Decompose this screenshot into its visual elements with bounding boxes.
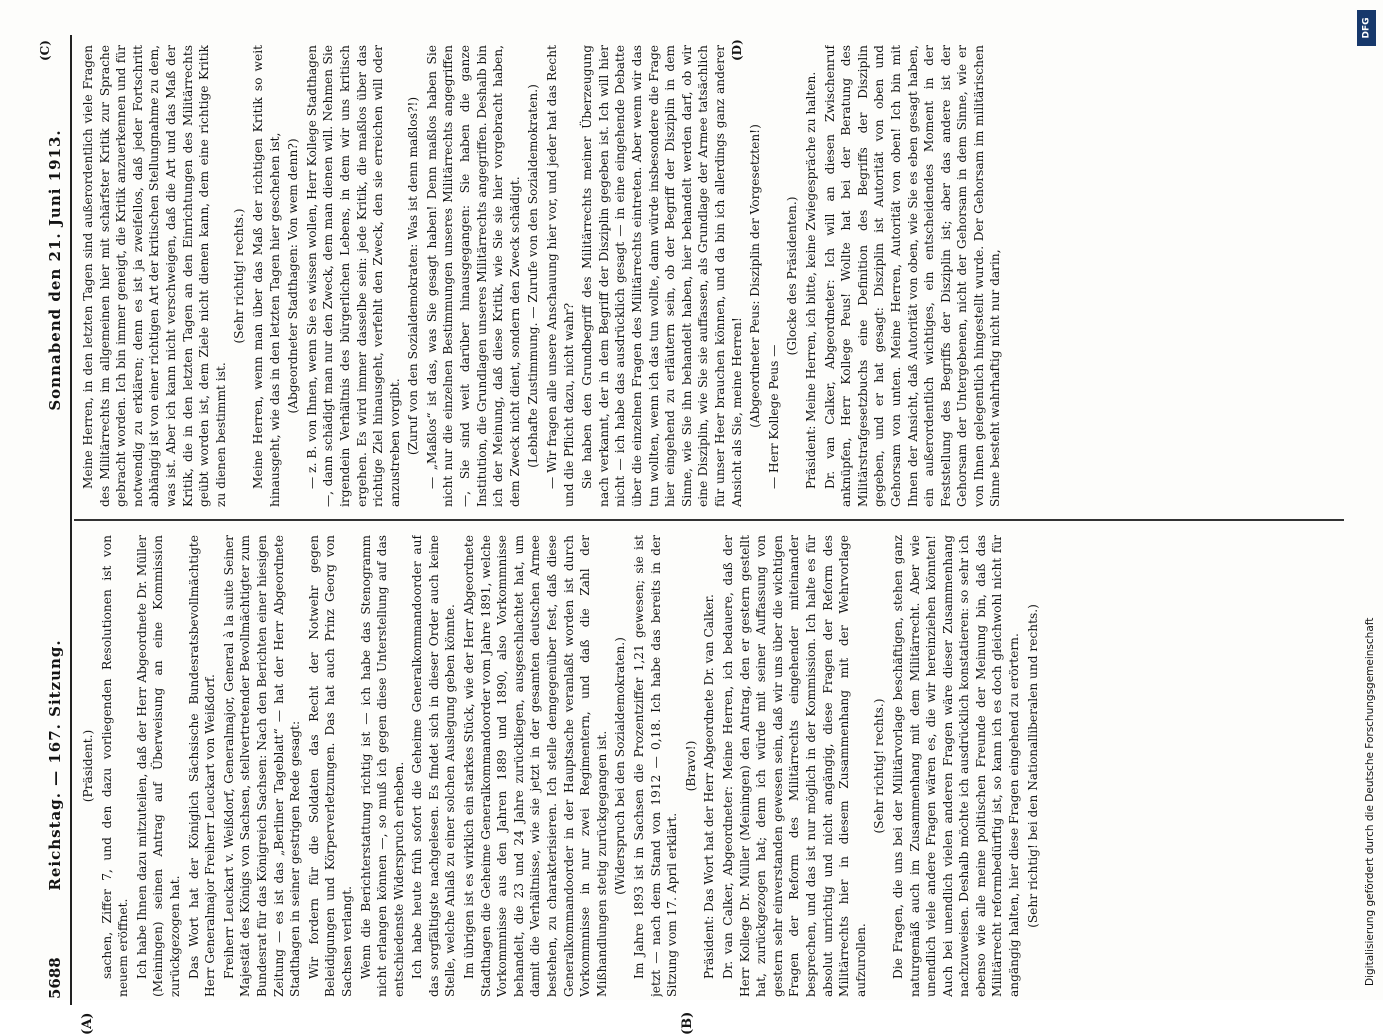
paragraph: (Präsident.) (81, 729, 95, 803)
paragraph: Freiherr Leuckart v. Weißdorf, Generalmajor, General à la suite Seiner Majestät des Königs von Sachsen, stellvertretender Bevollmächtigter zum Bundesrat für das Königreich Sachsen: Nach den Berichten einer hiesigen Zeitung — es ist das „Berliner Tageblatt“ — hat der Herr Abgeordnete Stadthagen in seiner gestrigen Rede gesagt: (221, 535, 303, 997)
left-column (80, 535, 1340, 997)
paragraph: Die Fragen, die uns bei der Militärvorlage beschäftigen, stehen ganz naturgemäß auch im Zusammenhang mit dem Militärrecht. Aber wie unendlich viele andere Fragen wären es, die wir hereinziehen könnten! Auch bei unendlich vielen anderen Fragen wäre dieser Zusammenhang nachzuweisen. Deshalb möchte ich ausdrücklich konstatieren: so sehr ich ebenso wie alle meine politischen Freunde der Meinung bin, daß das Militärrecht reformbedürftig ist, so kann ich es doch gleichwohl nicht für angängig halten, hier diese Fragen eingehend zu erörtern. (890, 535, 1022, 997)
paragraph: (Sehr richtig! rechts.) (232, 208, 247, 344)
paragraph: Präsident: Meine Herren, ich bitte, keine Zwiegespräche zu halten. (803, 71, 818, 489)
paragraph: Meine Herren, wenn man über das Maß der richtigen Kritik so weit hinausgeht, wie das in den letzten Tagen hier geschehen ist, (250, 45, 282, 507)
session-title: Reichstag. — 167. Sitzung. (46, 639, 64, 891)
paragraph: Wir fordern für die Soldaten das Recht der Notwehr gegen Beleidigungen und Körperverletzungen. Das hat auch Prinz Georg von Sachsen verlangt. (306, 535, 354, 997)
paragraph: (Widerspruch bei den Sozialdemokraten.) (613, 637, 628, 895)
paragraph: Präsident: Das Wort hat der Herr Abgeordnete Dr. van Calker. (702, 594, 717, 979)
paragraph: Das Wort hat der Königlich Sächsische Bundesratsbevollmächtigte Herr Generalmajor Freiherr Leuckart von Weißdorf. (186, 535, 218, 997)
paragraph: Ich habe Ihnen dazu mitzuteilen, daß der Herr Abgeordnete Dr. Müller (Meiningen) seinen Antrag auf Überweisung an eine Kommission zurückgezogen hat. (134, 535, 182, 997)
paragraph: (Sehr richtig! bei den Nationalliberalen und rechts.) (1025, 604, 1040, 928)
dfg-logo: DFG (1357, 10, 1376, 46)
margin-marker-b: (B) (680, 1011, 695, 1035)
paragraph: (Abgeordneter Stadthagen: Von wem denn?) (286, 138, 301, 414)
paragraph: Meine Herren, in den letzten Tagen sind außerordentlich viele Fragen des Militärrechts im allgemeinen hier mit schärfster Kritik zur Sprache gebracht worden. Ich bin immer geneigt, die Kritik anzuerkennen und für notwendig zu erklären; denn es ist ja zweifellos, daß jeder Fortschritt abhängig ist von einer richtigen Art der kritischen Stellungnahme zu dem, was ist. Aber ich kann nicht verschweigen, daß die Art und das Maß der Kritik, die in den letzten Tagen an den Einrichtungen des Militärrechts geübt worden ist, dem Ziele nicht dienen kann, dem eine richtige Kritik zu dienen bestimmt ist. (81, 45, 228, 507)
paragraph: Sie haben den Grundbegriff des Militärrechts meiner Überzeugung nach verkannt, der in dem Begriff der Disziplin gegeben ist. Ich will hier nicht — ich habe das ausdrücklich gesagt — in eine eingehende Debatte über die einzelnen Fragen des Militärrechts eintreten. Aber wenn wir das tun wollten, wenn ich das tun wollte, dann würde insbesondere die Frage hier eingehend zu erläutern sein, ob der Begriff der Disziplin in dem Sinne, wie Sie ihn behandelt haben, hier behandelt werden darf, ob wir eine Disziplin, wie Sie sie auffassen, als Grundlage der Armee tatsächlich für unser Heer brauchen können, und da bin ich allerdings ganz anderer Ansicht als Sie, meine Herren! (580, 45, 744, 507)
paragraph: Im Jahre 1893 ist in Sachsen die Prozentziffer 1,21 gewesen; sie ist jetzt — nach dem Stand von 1912 — 0,18. Ich habe das bereits in der Sitzung vom 17. April erklärt. (632, 535, 680, 997)
page-number: 5688 (46, 957, 64, 999)
paragraph: — z. B. von Ihnen, wenn Sie es wissen wollen, Herr Kollege Stadthagen —, dann schädigt man nur den Zweck, dem man dienen will. Nehmen Sie irgendein Verhältnis des bürgerlichen Lebens, in dem wir uns kritisch ergehen. Es wird immer dasselbe sein: jede Kritik, die maßlos über das richtige Ziel hinausgeht, verfehlt den Zweck, den sie erreichen will oder anzustreben vorgibt. (304, 45, 402, 507)
margin-marker-a: (A) (80, 1012, 95, 1035)
paragraph: Dr. van Calker, Abgeordneter: Meine Herren, ich bedauere, daß der Herr Kollege Dr. Müller (Meiningen) den Antrag, den er gestern gestellt hat, zurückgezogen hat; denn ich würde mit seiner Auffassung von gestern sehr einverstanden gewesen sein, daß wir uns über die wichtigen Fragen der Reform des Militärrechts eingehender miteinander besprechen, und das ist nur möglich in der Kommission. Ich halte es für absolut unrichtig und nicht angängig, diese Fragen der Reform des Militärrechts hier in diesem Zusammenhang mit der Wehrvorlage aufzurollen. (720, 535, 868, 997)
paragraph: (Glocke des Präsidenten.) (785, 196, 800, 356)
rotated-page-content (38, 35, 1350, 1035)
paragraph: (Zuruf von den Sozialdemokraten: Was ist denn maßlos?!) (406, 96, 421, 456)
paragraph: Dr. van Calker, Abgeordneter: Ich will an diesen Zwischenruf anknüpfen, Herr Kollege Peus! Wollte hat bei der Beratung des Militärstrafgesetzbuchs eine Definition des Begriffs der Disziplin gegeben, und er hat gesagt: Disziplin ist Autorität von oben und Gehorsam von unten. Meine Herren, Autorität von oben! Ich bin mit Ihnen der Ansicht, daß Autorität von oben, wie Sie es eben gesagt haben, ein außerordentlich wichtiges, ein entscheidendes Moment in der Feststellung des Begriffs der Disziplin ist; aber das andere ist der Gehorsam der Untergebenen, nicht der Gehorsam in dem Sinne, wie er von Ihnen gelegentlich hingestellt wurde. Der Gehorsam im militärischen Sinne besteht wahrhaftig nicht nur darin, (822, 45, 1003, 507)
column-divider (74, 519, 1344, 521)
paragraph: — „Maßlos“ ist das, was Sie gesagt haben! Denn maßlos haben Sie nicht nur die einzelnen Bestimmungen unseres Militärrechts angegriffen —, Sie sind weit darüber hinausgegangen: Sie haben die ganze Institution, die Grundlagen unseres Militärrechts angegriffen. Deshalb bin ich der Meinung, daß diese Kritik, wie Sie sie hier vorgebracht haben, dem Zweck nicht dient, sondern den Zweck schädigt. (424, 45, 522, 507)
digitization-notice: Digitalisierung gefördert durch die Deutsche Forschungsgemeinschaft (1364, 617, 1376, 986)
paragraph: Ich habe heute früh sofort die Geheime Generalkommandoorder auf das sorgfältigste nachgelesen. Es findet sich in dieser Order auch keine Stelle, welche Anlaß zu einer solchen Auslegung geben könnte. (410, 535, 458, 997)
paragraph: Wenn die Berichterstattung richtig ist — ich habe das Stenogramm nicht erlangen können —, so muß ich gegen diese Unterstellung auf das entschiedenste Widerspruch erheben. (358, 535, 406, 997)
paragraph: (Abgeordneter Peus: Disziplin der Vorgesetzten!) (748, 124, 763, 428)
paragraph: — Wir fragen alle unsere Anschauung hier vor, und jeder hat das Recht und die Pflicht dazu, nicht wahr? (545, 45, 576, 507)
header-rule (70, 35, 72, 1005)
paragraph: (Bravo!) (683, 740, 698, 792)
paragraph: (Sehr richtig! rechts.) (872, 698, 887, 834)
session-date: Sonnabend den 21. Juni 1913. (46, 129, 64, 411)
paragraph: — Herr Kollege Peus — (766, 344, 781, 489)
paragraph: Im übrigen ist es wirklich ein starkes Stück, wie der Herr Abgeordnete Stadthagen die Geheime Generalkommandoorder vom Jahre 1891, welche Vorkommnisse aus den Jahren 1889 und 1890, also Vorkommnisse behandelt, die 23 und 24 Jahre zurückliegen, ausgeschlachtet hat, um damit die Verhältnisse, wie sie jetzt in der gesamten deutschen Armee bestehen, zu charakterisieren. Ich stelle demgegenüber fest, daß diese Generalkommandoorder in der Hauptsache veranlaßt worden ist durch Vorkommnisse in nur zwei Regimentern, und daß die Zahl der Mißhandlungen stetig zurückgegangen ist. (462, 535, 609, 997)
right-column (80, 45, 1340, 507)
paragraph: (Lebhafte Zustimmung. — Zurufe von den Sozialdemokraten.) (526, 84, 541, 468)
margin-marker-d: (D) (730, 39, 744, 61)
margin-marker-c: (C) (38, 40, 52, 61)
paragraph: sachen, Ziffer 7, und den dazu vorliegenden Resolutionen ist von neuem eröffnet. (99, 535, 131, 997)
